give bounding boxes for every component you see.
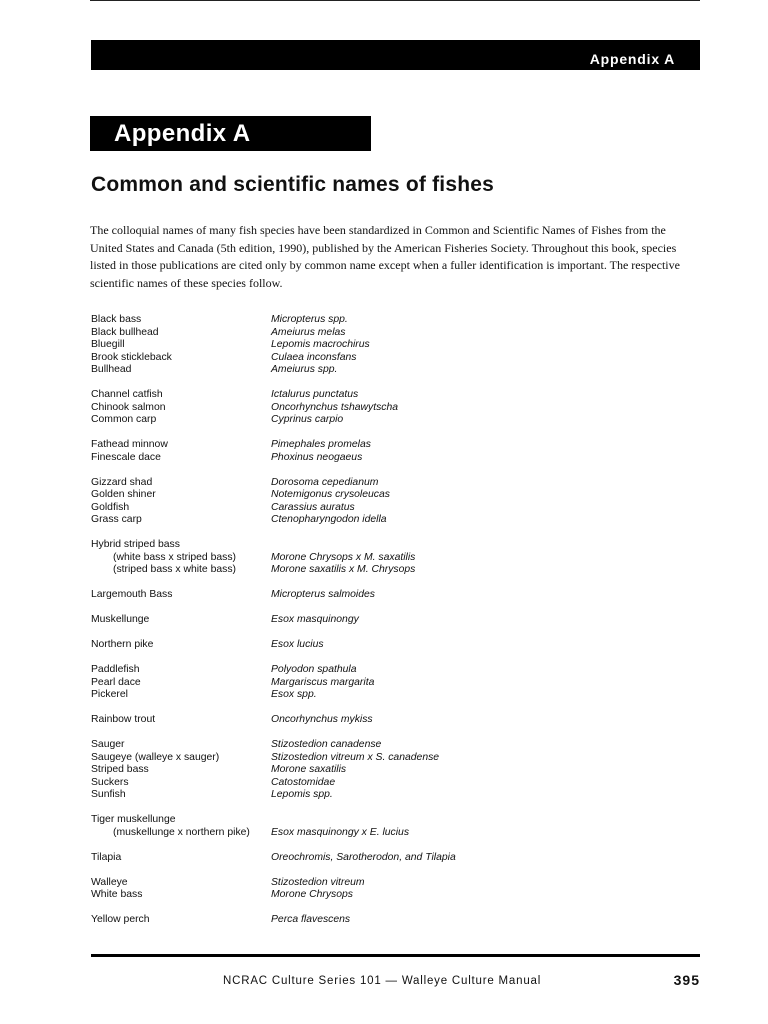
common-name: Sunfish xyxy=(91,789,126,800)
scientific-name: Dorosoma cepedianum xyxy=(271,476,379,488)
scientific-name: Morone Chrysops x M. saxatilis xyxy=(271,551,416,563)
scientific-name: Ictalurus punctatus xyxy=(271,389,359,400)
common-name: (muskellunge x northern pike) xyxy=(113,826,250,838)
scientific-name: Stizostedion canadense xyxy=(271,739,382,750)
fish-row xyxy=(91,314,701,327)
scientific-name: Phoxinus neogaeus xyxy=(271,451,363,463)
scientific-name: Morone Chrysops xyxy=(271,889,354,900)
fish-row xyxy=(91,689,701,702)
common-name: Suckers xyxy=(91,776,129,788)
common-name: Striped bass xyxy=(91,764,149,775)
common-name: Hybrid striped bass xyxy=(91,539,180,550)
scientific-name: Cyprinus carpio xyxy=(271,414,344,425)
fish-row xyxy=(91,477,701,490)
common-name: Chinook salmon xyxy=(91,401,166,413)
fish-group xyxy=(91,852,701,865)
fish-row xyxy=(91,539,701,552)
fish-row xyxy=(91,489,701,502)
scientific-name: Oncorhynchus mykiss xyxy=(271,714,373,725)
fish-row xyxy=(91,764,701,777)
scientific-name: Carassius auratus xyxy=(271,501,355,513)
common-name: Channel catfish xyxy=(91,389,163,400)
scientific-name: Morone saxatilis x M. Chrysops xyxy=(271,564,416,575)
footer-rule xyxy=(91,954,700,957)
scientific-name: Catostomidae xyxy=(271,776,336,788)
fish-row xyxy=(91,439,701,452)
fish-group xyxy=(91,714,701,727)
appendix-title: Appendix A xyxy=(114,120,251,147)
fish-group xyxy=(91,639,701,652)
fish-row xyxy=(91,789,701,802)
fish-group xyxy=(91,614,701,627)
common-name: Muskellunge xyxy=(91,614,150,625)
appendix-title-block xyxy=(90,116,371,151)
common-name: Walleye xyxy=(91,876,128,888)
fish-row xyxy=(91,552,701,565)
intro-paragraph: The colloquial names of many fish species have been standardized in Common and Scientific Names of Fishes from the United States and Canada (5th edition, 1990), published by the American Fisheries Society. Throughout this book, species listed in those publications are cited only by common name except when a fuller identification is important. The respective scientific names of these species follow. xyxy=(90,223,680,290)
common-name: Black bass xyxy=(91,314,142,325)
scientific-name: Ctenopharyngodon idella xyxy=(271,514,387,525)
fish-row xyxy=(91,777,701,790)
common-name: Pickerel xyxy=(91,689,128,700)
fish-row xyxy=(91,889,701,902)
fish-group xyxy=(91,439,701,464)
fish-group xyxy=(91,664,701,702)
common-name: Tilapia xyxy=(91,851,122,863)
common-name: Sauger xyxy=(91,739,125,750)
fish-row xyxy=(91,514,701,527)
fish-row xyxy=(91,739,701,752)
common-name: (striped bass x white bass) xyxy=(113,564,237,575)
fish-row xyxy=(91,664,701,677)
scientific-name: Margariscus margarita xyxy=(271,676,375,688)
common-name: White bass xyxy=(91,889,143,900)
scientific-name: Stizostedion vitreum x S. canadense xyxy=(271,751,440,763)
common-name: Common carp xyxy=(91,414,157,425)
fish-row xyxy=(91,614,701,627)
common-name: Tiger muskellunge xyxy=(91,814,176,825)
running-header-bar xyxy=(91,40,700,70)
fish-row xyxy=(91,852,701,865)
fish-group xyxy=(91,877,701,902)
scientific-name: Esox lucius xyxy=(271,639,324,650)
fish-row xyxy=(91,564,701,577)
common-name: Finescale dace xyxy=(91,451,161,463)
fish-row xyxy=(91,589,701,602)
fish-row xyxy=(91,814,701,827)
footer-series-title: NCRAC Culture Series 101 — Walleye Culture Manual xyxy=(223,975,542,987)
fish-row xyxy=(91,502,701,515)
scientific-name: Culaea inconsfans xyxy=(271,351,357,363)
fish-group xyxy=(91,914,701,927)
fish-group xyxy=(91,814,701,839)
common-name: Gizzard shad xyxy=(91,476,153,488)
common-name: Bluegill xyxy=(91,339,125,350)
common-name: Goldfish xyxy=(91,501,130,513)
scientific-name: Esox spp. xyxy=(271,689,317,700)
fish-names-list xyxy=(91,314,701,939)
fish-row xyxy=(91,327,701,340)
common-name: Golden shiner xyxy=(91,489,156,500)
fish-group xyxy=(91,589,701,602)
fish-row xyxy=(91,402,701,415)
common-name: Brook stickleback xyxy=(91,351,172,363)
common-name: (white bass x striped bass) xyxy=(113,551,237,563)
scientific-name: Pimephales promelas xyxy=(271,439,371,450)
scientific-name: Morone saxatilis xyxy=(271,764,347,775)
fish-row xyxy=(91,639,701,652)
fish-row xyxy=(91,352,701,365)
scientific-name: Micropterus spp. xyxy=(271,314,348,325)
scientific-name: Micropterus salmoides xyxy=(271,589,375,600)
common-name: Northern pike xyxy=(91,639,154,650)
common-name: Pearl dace xyxy=(91,676,141,688)
scientific-name: Ameiurus melas xyxy=(271,326,346,338)
scientific-name: Stizostedion vitreum xyxy=(271,876,365,888)
fish-group xyxy=(91,389,701,427)
fish-row xyxy=(91,752,701,765)
fish-row xyxy=(91,877,701,890)
fish-group xyxy=(91,314,701,377)
common-name: Largemouth Bass xyxy=(91,589,173,600)
scientific-name: Polyodon spathula xyxy=(271,664,357,675)
running-head: Appendix A xyxy=(589,51,675,67)
fish-row xyxy=(91,714,701,727)
scientific-name: Lepomis spp. xyxy=(271,789,333,800)
common-name: Yellow perch xyxy=(91,914,150,925)
common-name: Bullhead xyxy=(91,364,132,375)
scientific-name: Lepomis macrochirus xyxy=(271,339,370,350)
fish-group xyxy=(91,739,701,802)
common-name: Black bullhead xyxy=(91,326,159,338)
common-name: Fathead minnow xyxy=(91,439,168,450)
scientific-name: Esox masquinongy xyxy=(271,614,359,625)
common-name: Paddlefish xyxy=(91,664,140,675)
scientific-name: Oncorhynchus tshawytscha xyxy=(271,401,399,413)
page-subtitle: Common and scientific names of fishes xyxy=(91,173,494,196)
common-name: Grass carp xyxy=(91,514,142,525)
fish-row xyxy=(91,452,701,465)
scientific-name: Perca flavescens xyxy=(271,914,351,925)
scientific-name: Oreochromis, Sarotherodon, and Tilapia xyxy=(271,851,456,863)
fish-row xyxy=(91,364,701,377)
fish-row xyxy=(91,827,701,840)
scientific-name: Ameiurus spp. xyxy=(271,364,338,375)
fish-group xyxy=(91,539,701,577)
fish-group xyxy=(91,477,701,527)
page-number: 395 xyxy=(673,972,700,988)
fish-row xyxy=(91,389,701,402)
scientific-name: Notemigonus crysoleucas xyxy=(271,489,390,500)
fish-row xyxy=(91,914,701,927)
fish-row xyxy=(91,414,701,427)
common-name: Saugeye (walleye x sauger) xyxy=(91,751,220,763)
fish-row xyxy=(91,339,701,352)
top-rule xyxy=(90,0,700,1)
fish-row xyxy=(91,677,701,690)
scientific-name: Esox masquinongy x E. lucius xyxy=(271,826,410,838)
common-name: Rainbow trout xyxy=(91,714,156,725)
